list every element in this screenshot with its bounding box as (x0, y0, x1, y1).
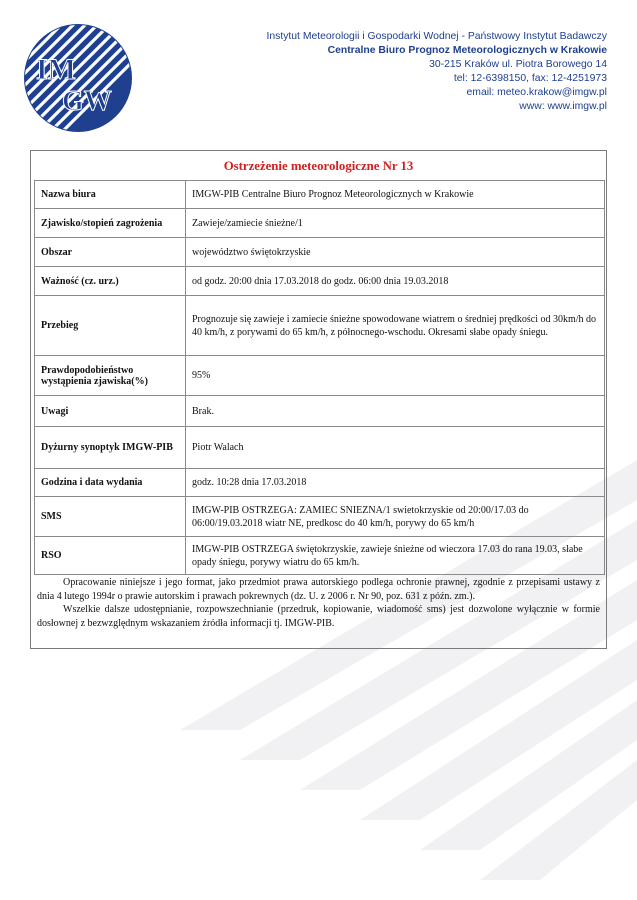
row-value: godz. 10:28 dnia 17.03.2018 (186, 469, 605, 497)
copyright-notice (37, 576, 600, 630)
copyright-paragraph-2: Wszelkie dalsze udostępnianie, rozpowszechnianie (przedruk, kopiowanie, wiadomość sms) jest dozwolone wyłącznie w formie dosłownej z bezwzględnym wskazaniem źródła informacji tj. IMGW-PIB. (37, 604, 600, 629)
row-value: Zawieje/zamiecie śnieżne/1 (186, 209, 605, 238)
table-row (35, 469, 605, 497)
row-value: IMGW-PIB OSTRZEGA: ZAMIEC SNIEZNA/1 swietokrzyskie od 20:00/17.03 do 06:00/19.03.2018 wiatr NE, predkosc do 40 km/h, porywy do 65 km/h (186, 497, 605, 537)
logo-text-bottom: GW (62, 86, 112, 117)
logo-text-top: IM (36, 53, 76, 86)
table-row (35, 427, 605, 469)
table-row (35, 396, 605, 427)
header-address: 30-215 Kraków ul. Piotra Borowego 14 (429, 59, 607, 70)
row-value: Prognozuje się zawieje i zamiecie śnieżne spowodowane wiatrem o średniej prędkości od 30km/h do 40 km/h, z porywami do 65 km/h, z północnego-wschodu. Okresami słabe opady śniegu. (186, 296, 605, 356)
row-value: województwo świętokrzyskie (186, 238, 605, 267)
header-email[interactable]: email: meteo.krakow@imgw.pl (466, 87, 607, 98)
table-row (35, 296, 605, 356)
institute-header (266, 30, 607, 114)
header-institute-name: Instytut Meteorologii i Gospodarki Wodnej - Państwowy Instytut Badawczy (266, 31, 607, 42)
row-label: Godzina i data wydania (35, 469, 186, 497)
table-row (35, 356, 605, 396)
warning-document (30, 150, 607, 649)
row-label: Zjawisko/stopień zagrożenia (35, 209, 186, 238)
table-row (35, 267, 605, 296)
header-office-name: Centralne Biuro Prognoz Meteorologicznych w Krakowie (327, 45, 607, 56)
table-row (35, 537, 605, 575)
row-label: Prawdopodobieństwo wystąpienia zjawiska(%) (35, 356, 186, 396)
header-phone-fax: tel: 12-6398150, fax: 12-4251973 (453, 73, 607, 84)
row-label: Dyżurny synoptyk IMGW-PIB (35, 427, 186, 469)
row-value: IMGW-PIB Centralne Biuro Prognoz Meteorologicznych w Krakowie (186, 181, 605, 209)
warning-title: Ostrzeżenie meteorologiczne Nr 13 (223, 159, 414, 173)
row-label: Uwagi (35, 396, 186, 427)
row-value: IMGW-PIB OSTRZEGA świętokrzyskie, zawieje śnieżne od wieczora 17.03 do rana 19.03, słabe opady śniegu, porywy wiatru do 65 km/h. (186, 537, 605, 575)
header-website[interactable]: www: www.imgw.pl (519, 101, 607, 112)
row-label: Ważność (cz. urz.) (35, 267, 186, 296)
row-label: RSO (35, 537, 186, 575)
warning-table (34, 180, 605, 575)
row-value: 95% (186, 356, 605, 396)
row-value: Brak. (186, 396, 605, 427)
row-value: od godz. 20:00 dnia 17.03.2018 do godz. 06:00 dnia 19.03.2018 (186, 267, 605, 296)
row-label: Nazwa biura (35, 181, 186, 209)
row-label: Przebieg (35, 296, 186, 356)
table-row (35, 181, 605, 209)
row-label: SMS (35, 497, 186, 537)
row-value: Piotr Walach (186, 427, 605, 469)
imgw-logo (22, 22, 134, 134)
table-row (35, 238, 605, 267)
copyright-paragraph-1: Opracowanie niniejsze i jego format, jako przedmiot prawa autorskiego podlega ochronie prawnej, zgodnie z przepisami ustawy z dnia 4 lutego 1994r o prawie autorskim i prawach pokrewnych (dz. U. z 2006 r. Nr 90, poz. 631 z późn. zm.). (37, 577, 600, 602)
table-row (35, 209, 605, 238)
table-row (35, 497, 605, 537)
row-label: Obszar (35, 238, 186, 267)
